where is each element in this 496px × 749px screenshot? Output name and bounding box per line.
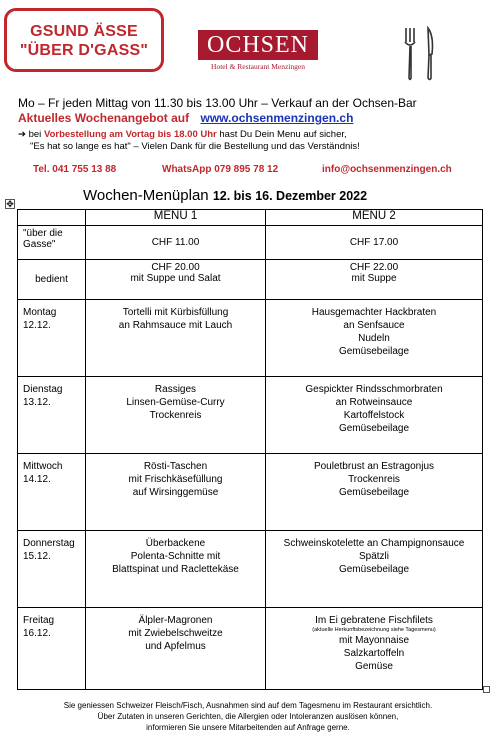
- menu-2-dish: [266, 531, 483, 608]
- take-away-label: "über die Gasse": [18, 226, 86, 260]
- day-label: [18, 377, 86, 454]
- day-label: [18, 300, 86, 377]
- logo-word: OCHSEN: [198, 30, 318, 60]
- dish-line: Im Ei gebratene Fischfilets: [315, 615, 433, 626]
- dish-line: und Apfelmus: [145, 641, 206, 652]
- dish-line: Pouletbrust an Estragonjus: [313, 461, 435, 472]
- take-away-price-menu-2: CHF 17.00: [266, 226, 483, 260]
- footer-line-1: Sie geniessen Schweizer Fleisch/Fisch, Ausnahmen sind auf dem Tagesmenu im Restaurant ersichtlich.: [63, 701, 433, 710]
- dish-line: Tortelli mit Kürbisfüllung: [122, 307, 229, 318]
- logo-subtitle: Hotel & Restaurant Menzingen: [211, 62, 305, 71]
- day-label: [18, 531, 86, 608]
- title-dates: 12. bis 16. Dezember 2022: [212, 189, 368, 203]
- preorder-deadline: Vorbestellung am Vortag bis 18.00 Uhr: [43, 129, 217, 140]
- menu-2-dish: [266, 608, 483, 690]
- dish-line: Gemüsebeilage: [338, 487, 410, 498]
- dish-line: Salzkartoffeln: [343, 648, 405, 659]
- dish-line: mit Zwiebelschweitze: [128, 628, 223, 639]
- stamp-logo: [4, 8, 164, 72]
- preorder-prefix: bei: [28, 129, 44, 140]
- dish-line: Kartoffelstock: [343, 410, 405, 421]
- contact-phone: Tel. 041 755 13 88: [33, 164, 117, 175]
- ochsen-logo: [198, 30, 318, 71]
- dish-line: Gemüsebeilage: [338, 564, 410, 575]
- stamp-line-1: GSUND ÄSSE: [30, 23, 138, 40]
- title-main: Wochen-Menüplan: [83, 187, 209, 204]
- day-day: Mittwoch: [23, 461, 63, 472]
- day-day: Montag: [23, 307, 57, 318]
- dish-line: an Rotweinsauce: [335, 397, 413, 408]
- dish-line: Rassiges: [154, 384, 197, 395]
- menu-1-dish: [86, 300, 266, 377]
- dish-line: Schweinskotelette an Champignonsauce: [283, 538, 465, 549]
- day-date: 14.12.: [23, 474, 51, 485]
- header-empty-cell: [18, 210, 86, 226]
- footer-note: [0, 700, 496, 733]
- served-price-menu-2: [266, 260, 483, 300]
- dish-line: Trockenreis: [348, 474, 400, 485]
- day-label: [18, 454, 86, 531]
- table-row: [18, 531, 483, 608]
- served-price-2-amount: CHF 22.00: [349, 262, 399, 273]
- day-day: Donnerstag: [23, 538, 75, 549]
- served-price-1-amount: CHF 20.00: [151, 262, 200, 273]
- table-header-row: [18, 210, 483, 226]
- footer-line-3: informieren Sie unsere Mitarbeitenden auf Anfrage gerne.: [146, 723, 350, 732]
- dish-line: Hausgemachter Hackbraten: [311, 307, 437, 318]
- day-day: Freitag: [23, 615, 55, 626]
- dish-line: Gemüse: [355, 661, 393, 672]
- row-served: [18, 260, 483, 300]
- day-label: [18, 608, 86, 690]
- dish-line: Linsen-Gemüse-Curry: [126, 397, 225, 408]
- arrow-right-icon: ➔: [18, 129, 29, 140]
- dish-line: Gemüsebeilage: [338, 423, 410, 434]
- dish-line: mit Mayonnaise: [338, 635, 410, 646]
- origin-note: (aktuelle Herkunftsbezeichnung siehe Tagesmenu): [312, 627, 436, 633]
- served-price-2-note: mit Suppe: [351, 273, 397, 284]
- dish-line: Trockenreis: [149, 410, 202, 421]
- menu-2-dish: [266, 300, 483, 377]
- table-row: [18, 377, 483, 454]
- table-row: [18, 454, 483, 531]
- dish-line: Rösti-Taschen: [143, 461, 208, 472]
- dish-line: Polenta-Schnitte mit: [130, 551, 221, 562]
- dish-line: an Rahmsauce mit Lauch: [118, 320, 233, 331]
- page-title: [83, 187, 367, 204]
- footer-line-2: Über Zutaten in unseren Gerichten, die Allergien oder Intoleranzen auslösen können,: [97, 712, 399, 721]
- dish-line: auf Wirsinggemüse: [132, 487, 219, 498]
- website-link[interactable]: www.ochsenmenzingen.ch: [200, 111, 354, 125]
- weekly-offer-text: Aktuelles Wochenangebot auf: [18, 111, 190, 125]
- contact-email: info@ochsenmenzingen.ch: [322, 164, 452, 175]
- dish-line: Spätzli: [358, 551, 389, 562]
- header-menu-1: MENU 1: [86, 210, 266, 226]
- weekly-offer-line: [18, 111, 353, 125]
- dish-line: mit Frischkäsefüllung: [128, 474, 223, 485]
- cutlery-icon: [400, 26, 438, 82]
- contact-whatsapp: WhatsApp 079 895 78 12: [162, 164, 279, 175]
- menu-1-dish: [86, 377, 266, 454]
- day-date: 12.12.: [23, 320, 51, 331]
- dish-line: Nudeln: [358, 333, 390, 344]
- menu-1-dish: [86, 531, 266, 608]
- opening-hours: Mo – Fr jeden Mittag von 11.30 bis 13.00 Uhr – Verkauf an der Ochsen-Bar: [18, 96, 417, 110]
- table-row: [18, 300, 483, 377]
- menu-1-dish: [86, 454, 266, 531]
- preorder-line: [18, 129, 347, 140]
- dish-line: Gemüsebeilage: [338, 346, 410, 357]
- thanks-line: "Es hat so lange es hat" – Vielen Dank für die Bestellung und das Verständnis!: [30, 141, 360, 152]
- day-date: 16.12.: [23, 628, 51, 639]
- table-resize-handle[interactable]: [483, 686, 490, 693]
- served-price-1-note: mit Suppe und Salat: [130, 273, 221, 284]
- dish-line: Blattspinat und Raclettekäse: [112, 564, 239, 575]
- dish-line: Überbackene: [145, 538, 206, 549]
- menu-1-dish: [86, 608, 266, 690]
- served-price-menu-1: [86, 260, 266, 300]
- day-date: 13.12.: [23, 397, 51, 408]
- table-move-handle-icon[interactable]: ✥: [6, 199, 14, 209]
- menu-table: [17, 209, 483, 690]
- take-away-price-menu-1: CHF 11.00: [86, 226, 266, 260]
- stamp-line-2: "ÜBER D'GASS": [19, 42, 149, 59]
- table-row: [18, 608, 483, 690]
- day-day: Dienstag: [23, 384, 63, 395]
- menu-2-dish: [266, 454, 483, 531]
- day-date: 15.12.: [23, 551, 51, 562]
- preorder-suffix: hast Du Dein Menu auf sicher,: [219, 129, 347, 140]
- served-label: bedient: [18, 260, 86, 300]
- dish-line: Älpler-Magronen: [138, 615, 213, 626]
- menu-2-dish: [266, 377, 483, 454]
- dish-line: Gespickter Rindsschmorbraten: [305, 384, 443, 395]
- dish-line: an Senfsauce: [343, 320, 405, 331]
- header-menu-2: MENU 2: [266, 210, 483, 226]
- row-take-away: [18, 226, 483, 260]
